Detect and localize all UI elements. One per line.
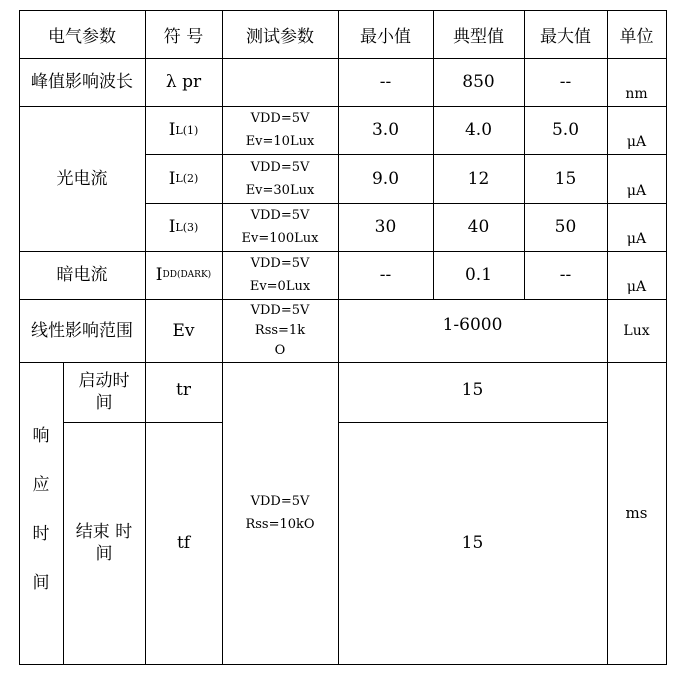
photo-r1-unit: μA [626, 134, 647, 150]
symbol-sub: L(1) [175, 123, 199, 137]
peak-param: 峰值影响波长 [31, 72, 133, 92]
symbol-main: I [168, 120, 176, 140]
rise-label-line: 启动时 [78, 371, 130, 391]
header-min: 最小值 [360, 26, 411, 47]
fall-label [63, 422, 145, 664]
photo-r1-min: 3.0 [371, 120, 400, 140]
linear-unit: Lux [623, 322, 650, 339]
photo-param: 光电流 [56, 168, 108, 189]
photo-r3-min: 30 [374, 217, 397, 237]
test-line: Ev=30Lux [245, 182, 315, 198]
fall-value: 15 [461, 533, 484, 553]
symbol-main: I [155, 265, 163, 285]
peak-min: -- [379, 72, 392, 92]
response-char: 间 [32, 572, 50, 593]
header-max: 最大值 [540, 26, 591, 47]
photo-r3-max: 50 [554, 217, 577, 237]
fall-symbol: tf [176, 533, 191, 553]
grid-line [666, 10, 667, 665]
response-char: 应 [32, 474, 50, 495]
header-symbol: 符 号 [163, 26, 204, 47]
test-line: VDD=5V [250, 256, 310, 271]
photo-r2-max: 15 [554, 168, 577, 189]
symbol-main: I [168, 217, 176, 237]
fall-label-line: 间 [95, 544, 113, 564]
test-line: VDD=5V [250, 494, 310, 509]
test-line: Ev=0Lux [249, 279, 311, 294]
test-line: Rss=1k [254, 322, 306, 338]
response-group-label [19, 412, 63, 607]
rise-value: 15 [461, 379, 484, 400]
photo-r2-unit: μA [626, 183, 647, 199]
photo-r3-unit: μA [626, 231, 647, 247]
linear-symbol: Ev [172, 320, 195, 341]
photo-r2-symbol [145, 154, 222, 203]
response-test [222, 362, 338, 664]
photo-r3-test [222, 203, 338, 251]
linear-test [222, 299, 338, 362]
linear-range: 1-6000 [442, 315, 503, 335]
photo-r3-symbol [145, 203, 222, 251]
photo-r2-test [222, 154, 338, 203]
peak-typ: 850 [462, 72, 495, 92]
symbol-sub: L(3) [175, 220, 199, 234]
test-line: Rss=10kO [245, 517, 315, 532]
test-line: VDD=5V [250, 111, 310, 126]
dark-symbol [145, 251, 222, 299]
response-unit: ms [625, 504, 648, 522]
response-char: 响 [32, 425, 50, 446]
dark-max: -- [559, 265, 572, 285]
photo-r1-symbol [145, 106, 222, 154]
header-param: 电气参数 [48, 26, 116, 47]
header-unit: 单位 [619, 26, 654, 47]
dark-unit: μA [626, 279, 647, 295]
peak-symbol: λ pr [165, 72, 202, 92]
photo-r1-typ: 4.0 [464, 120, 493, 140]
test-line: O [274, 342, 286, 358]
grid-line [19, 664, 667, 665]
peak-unit: nm [625, 86, 648, 102]
test-line: VDD=5V [250, 159, 310, 175]
peak-max: -- [559, 72, 572, 92]
response-char: 时 [32, 523, 50, 544]
rise-label [63, 362, 145, 422]
photo-r3-typ: 40 [467, 217, 490, 237]
test-line: VDD=5V [250, 302, 310, 318]
photo-r1-max: 5.0 [551, 120, 580, 140]
test-line: Ev=10Lux [245, 134, 315, 149]
dark-param: 暗电流 [56, 265, 108, 285]
dark-typ: 0.1 [464, 265, 493, 285]
header-test: 测试参数 [246, 26, 314, 47]
symbol-sub: DD(DARK) [162, 270, 212, 280]
test-line: Ev=100Lux [241, 231, 319, 246]
rise-symbol: tr [176, 379, 191, 400]
rise-label-line: 间 [95, 393, 113, 413]
photo-r2-typ: 12 [467, 168, 490, 189]
fall-label-line: 结束 时 [75, 522, 133, 542]
linear-param: 线性影响范围 [31, 320, 133, 341]
dark-min: -- [379, 265, 392, 285]
header-typ: 典型值 [453, 26, 504, 47]
symbol-sub: L(2) [175, 172, 199, 185]
dark-test [222, 251, 338, 299]
photo-r2-min: 9.0 [371, 168, 400, 189]
photo-r1-test [222, 106, 338, 154]
test-line: VDD=5V [250, 208, 310, 223]
symbol-main: I [168, 168, 176, 189]
